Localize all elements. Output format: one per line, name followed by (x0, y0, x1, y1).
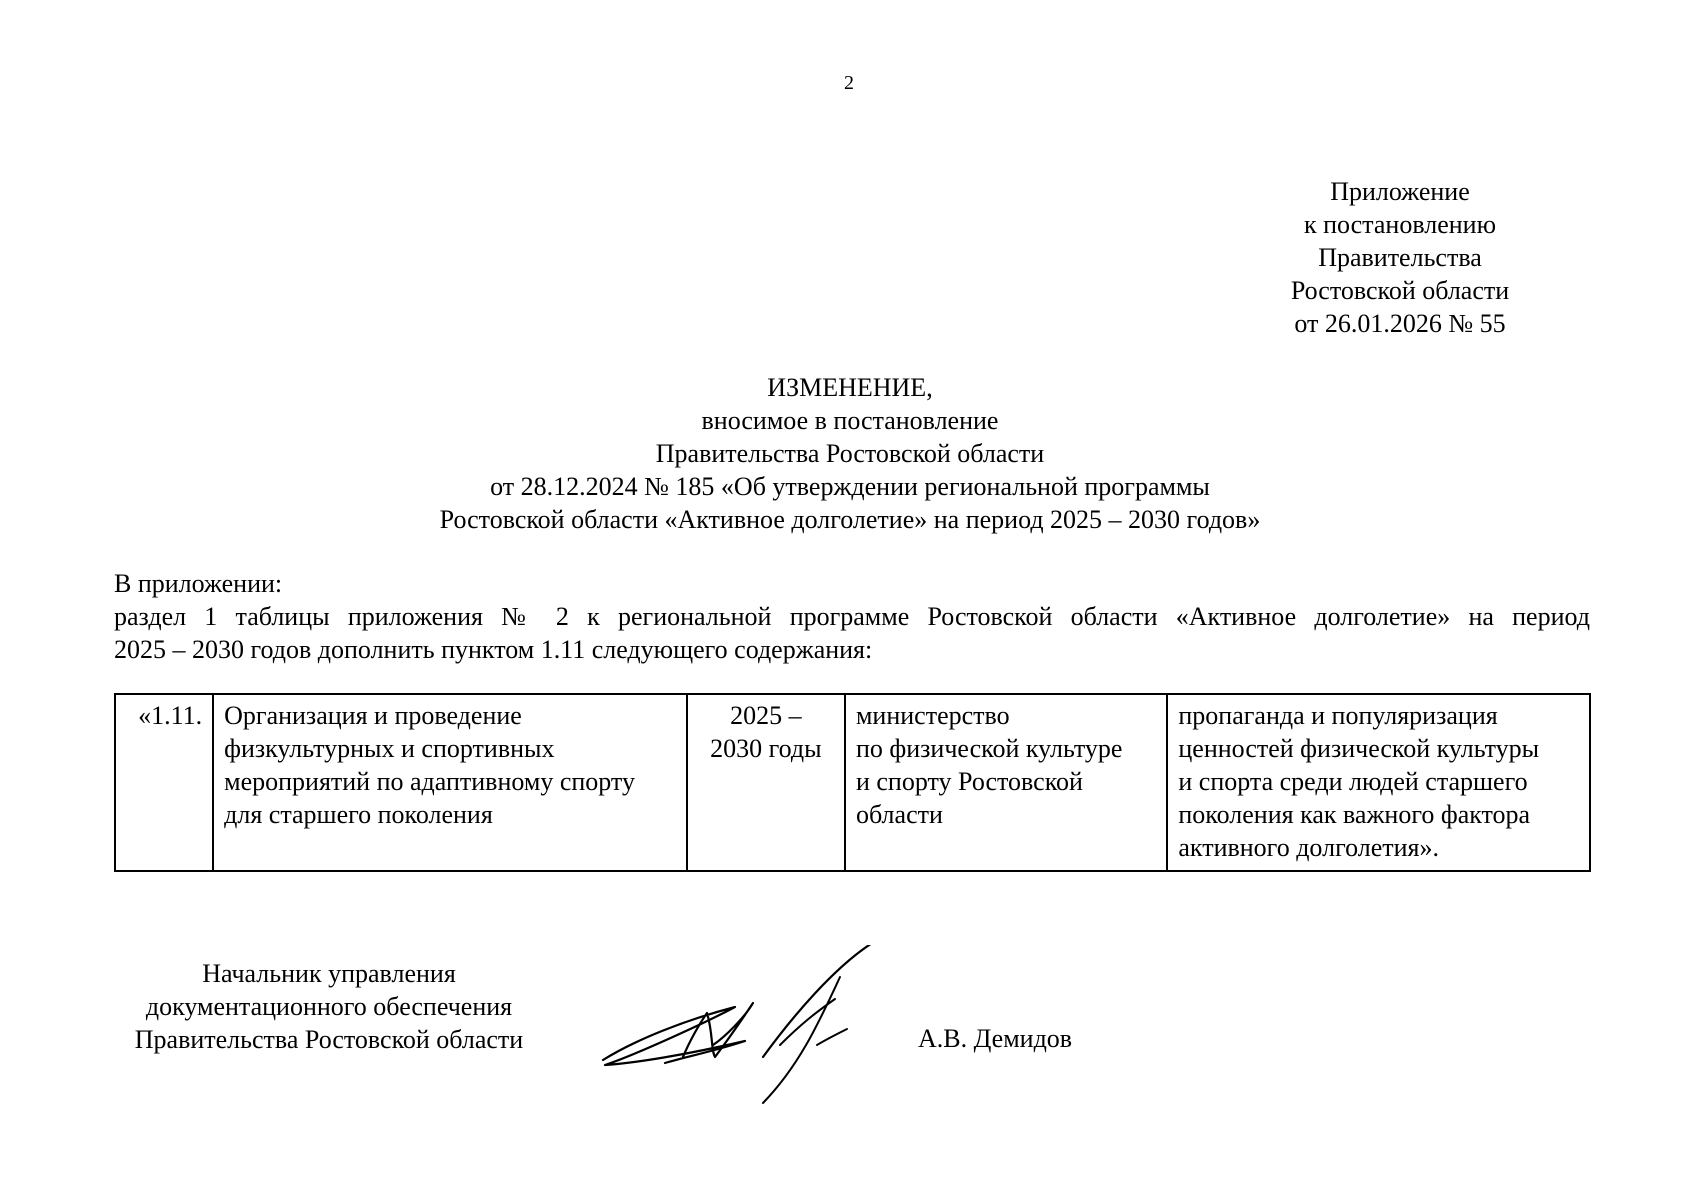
title-line: Правительства Ростовской области (655, 439, 1045, 468)
handwritten-signature (595, 945, 885, 1105)
appendix-line: Приложение (1330, 177, 1470, 206)
title-line: от 28.12.2024 № 185 «Об утверждении региональной программы (490, 472, 1210, 501)
intro-line: раздел 1 таблицы приложения № 2 к региональной программе Ростовской области «Активное долголетие» на период (114, 602, 1590, 631)
intro-paragraph (114, 567, 1590, 666)
document-title (140, 371, 1560, 536)
signatory-line: Начальник управления (202, 959, 456, 988)
signatory-line: документационного обеспечения (145, 992, 513, 1021)
appendix-line: к постановлению (1303, 210, 1497, 239)
appendix-line: Ростовской области (1290, 276, 1510, 305)
signer-name: А.В. Демидов (918, 1024, 1073, 1053)
appendix-reference (1250, 175, 1550, 340)
appendix-line: от 26.01.2026 № 55 (1294, 309, 1506, 338)
intro-line: В приложении: (114, 569, 283, 598)
title-heading: ИЗМЕНЕНИЕ, (767, 373, 933, 402)
amendment-table (114, 693, 1591, 872)
title-line: Ростовской области «Активное долголетие» на период 2025 – 2030 годов» (439, 505, 1261, 534)
title-line: вносимое в постановление (701, 406, 999, 435)
table-row (115, 694, 1590, 871)
intro-line: 2025 – 2030 годов дополнить пунктом 1.11 следующего содержания: (114, 635, 873, 664)
page-number: 2 (844, 72, 854, 94)
signatory-line: Правительства Ростовской области (134, 1025, 524, 1054)
appendix-line: Правительства (1318, 243, 1482, 272)
period-cell: 2025 – 2030 годы (687, 694, 845, 871)
item-number-cell: «1.11. (115, 694, 213, 871)
signatory-position (114, 957, 544, 1056)
executor-cell: министерство по физической культуре и спорту Ростовской области (845, 694, 1167, 871)
activity-cell: Организация и проведение физкультурных и спортивных мероприятий по адаптивному спорту для старшего поколения (213, 694, 687, 871)
result-cell: пропаганда и популяризация ценностей физической культуры и спорта среди людей старшего поколения как важного фактора активного долголетия». (1167, 694, 1590, 871)
